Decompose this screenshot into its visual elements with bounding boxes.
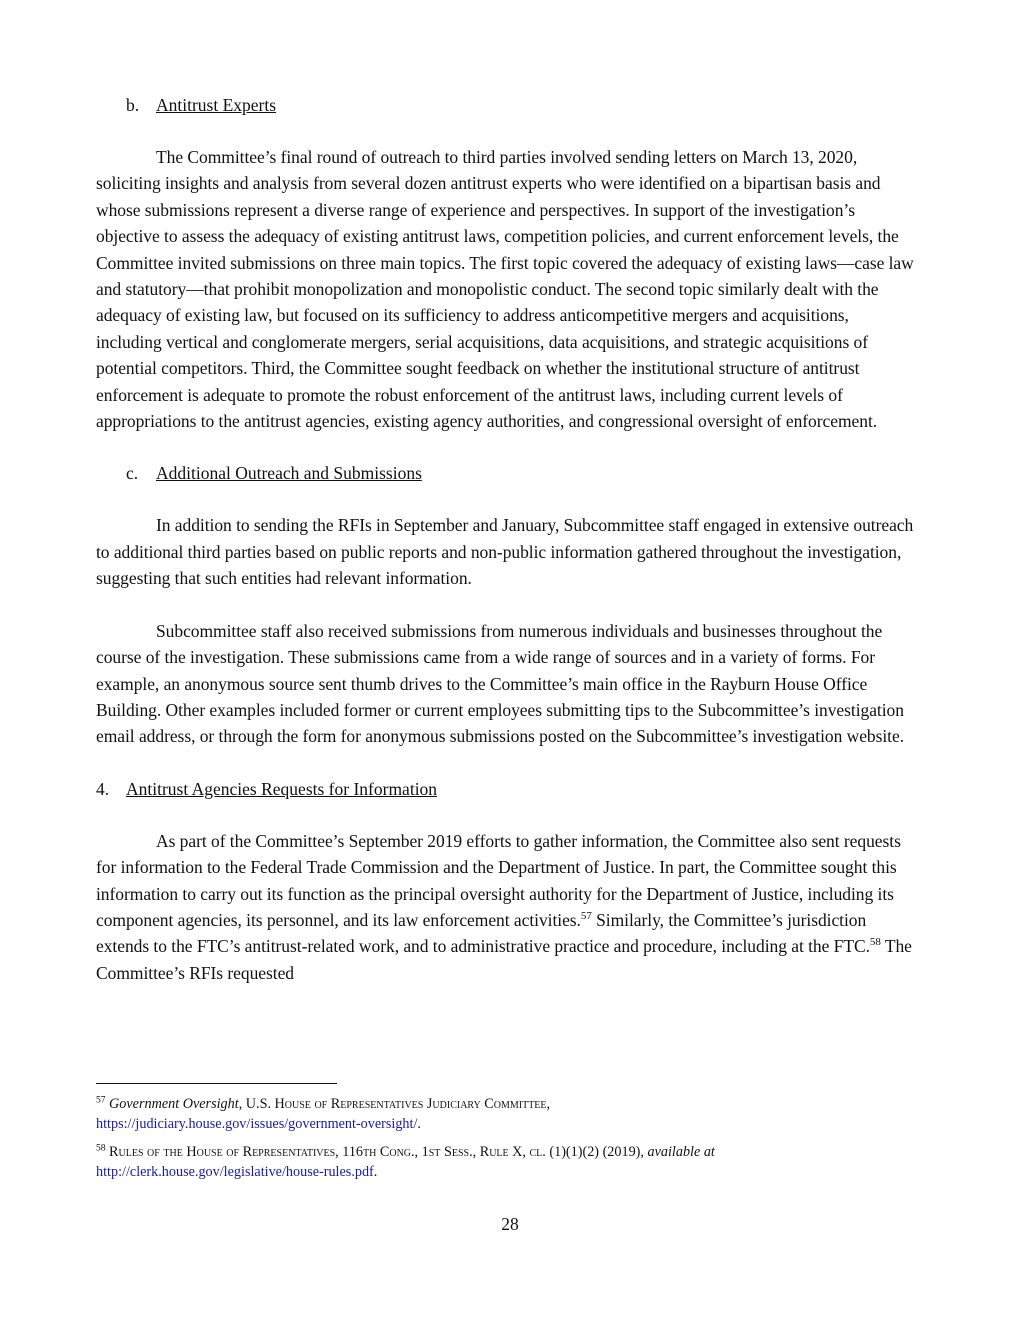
section-4-text-part-1: As part of the Committee’s September 2019 efforts to gather information, the Committee also sent requests for information to the Federal Trade Commission and the Department of Justice. In part, the Committee sought this information to carry out its function as the principal oversight authority for the Department of Justice, including its component agencies, its personnel, and its law enforcement activities. [96,830,901,930]
section-c-paragraph-1: In addition to sending the RFIs in September and January, Subcommittee staff engaged in extensive outreach to additional third parties based on public reports and non-public information gathered throughout the investigation, suggesting that such entities had relevant information. [96,515,914,589]
section-b-heading [126,92,918,118]
footnote-ref-58[interactable]: 58 [869,936,881,949]
footnote-58 [96,1142,918,1182]
section-c-heading [126,460,918,486]
section-c-number: c. [126,463,139,484]
footnote-57-number: 57 [96,1095,106,1106]
footnote-57 [96,1094,918,1134]
section-4-text-part-3: The Committee’s RFIs requested [96,936,912,983]
section-b-number: b. [126,95,140,115]
footnote-ref-57[interactable]: 57 [580,910,592,923]
footnote-57-link[interactable]: https://judiciary.house.gov/issues/government-oversight/ [96,1116,418,1132]
page-number: 28 [501,1214,519,1234]
section-4-heading [96,776,918,802]
section-4-number: 4. [96,778,110,799]
section-b-paragraph: The Committee’s final round of outreach to third parties involved sending letters on March 13, 2020, soliciting insights and analysis from several dozen antitrust experts who were identified on a bipartisan basis and whose submissions represent a diverse range of experience and perspectives. In support of the investigation’s objective to assess the adequacy of existing antitrust laws, competition policies, and current enforcement levels, the Committee invited submissions on three main topics. The first topic covered the adequacy of existing laws—case law and statutory—that prohibit monopolization and monopolistic conduct. The second topic similarly dealt with the adequacy of existing law, but focused on its sufficiency to address anticompetitive mergers and acquisitions, including vertical and conglomerate mergers, serial acquisitions, data acquisitions, and strategic acquisitions of potential competitors. Third, the Committee sought feedback on whether the institutional structure of antitrust enforcement is adequate to promote the robust enforcement of the antitrust laws, including current levels of appropriations to the antitrust agencies, existing agency authorities, and congressional oversight of enforcement. [96,147,914,432]
section-b-title: Antitrust Experts [156,95,277,115]
footnote-58-text: Rules of the House of Representatives, 116th Cong., 1st Sess., Rule X, cl. (1)(1)(2) (2019), [109,1144,644,1160]
section-4-title: Antitrust Agencies Requests for Information [126,778,438,799]
footnote-divider [96,1083,337,1084]
footnote-58-italic: available at [647,1144,715,1160]
footnote-58-number: 58 [96,1143,106,1154]
section-c-paragraph-2: Subcommittee staff also received submissions from numerous individuals and businesses throughout the course of the investigation. These submissions came from a wide range of sources and in a variety of forms. For example, an anonymous source sent thumb drives to the Committee’s main office in the Rayburn House Office Building. Other examples included former or current employees submitting tips to the Subcommittee’s investigation email address, or through the form for anonymous submissions posted on the Subcommittee’s investigation website. [96,620,905,747]
footnote-58-link[interactable]: http://clerk.house.gov/legislative/house-rules.pdf [96,1164,374,1180]
section-4-text-part-2: Similarly, the Committee’s jurisdiction extends to the FTC’s antitrust-related work, and to administrative practice and procedure, including at the FTC. [96,909,870,957]
footnotes [96,1094,918,1190]
footnote-58-tail: . [373,1164,378,1180]
document-page [96,92,918,986]
section-4-paragraph [96,828,918,986]
section-c-title: Additional Outreach and Submissions [156,463,422,484]
footnote-57-text: , U.S. House of Representatives Judiciary Committee, [238,1096,551,1112]
footnote-57-tail: . [417,1116,421,1132]
footnote-57-italic: Government Oversight [109,1096,239,1112]
